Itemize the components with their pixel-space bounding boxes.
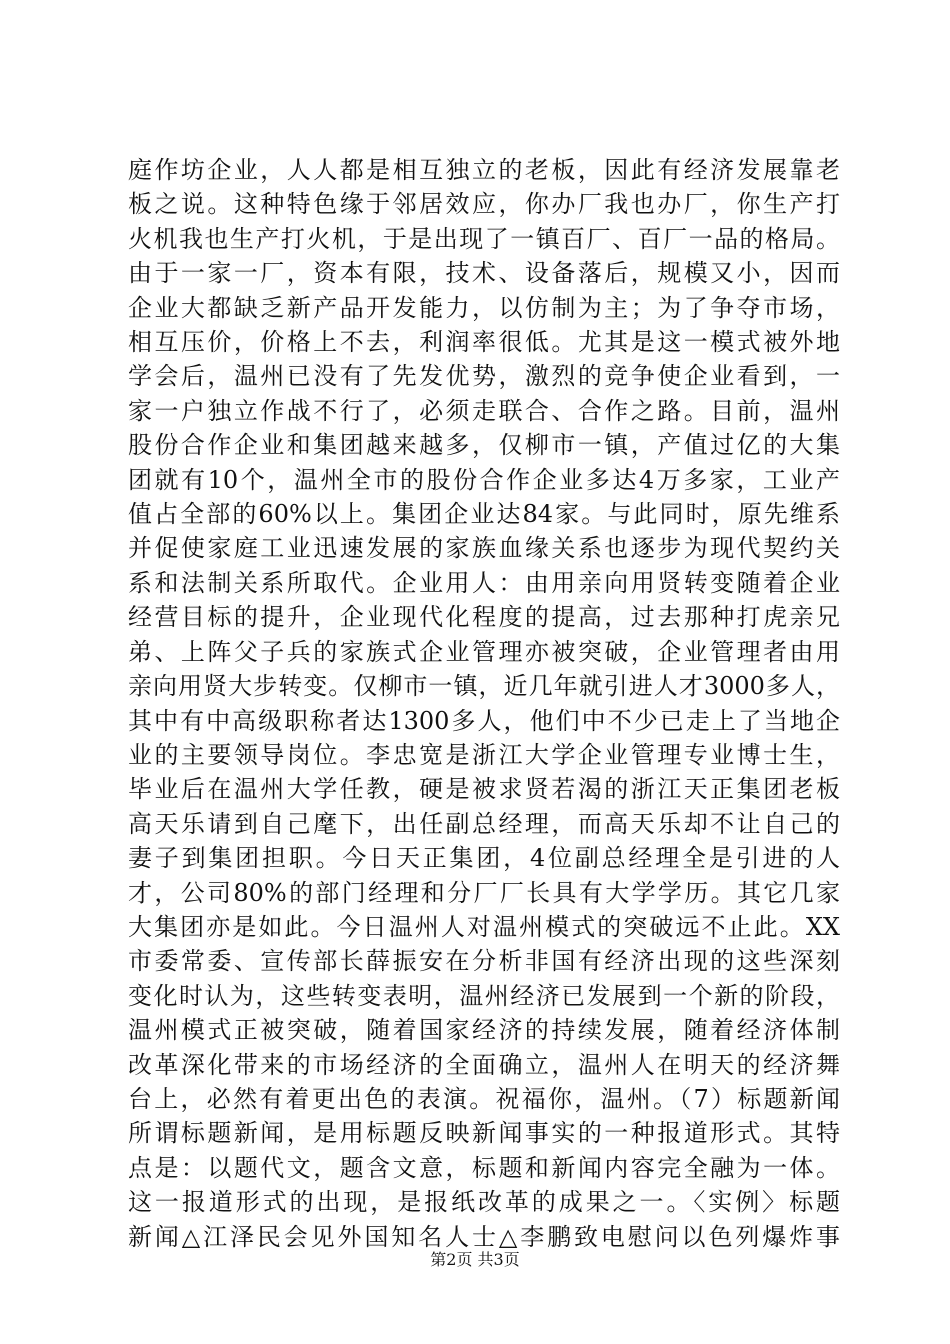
text-line: 高天乐请到自己麾下，出任副总经理，而高天乐却不让自己的 <box>128 809 840 838</box>
text-line: 大集团亦是如此。今日温州人对温州模式的突破远不止此。XX <box>128 912 840 941</box>
text-line: 由于一家一厂，资本有限，技术、设备落后，规模又小，因而 <box>128 259 840 288</box>
page-footer: 第2页 共3页 <box>430 1250 520 1269</box>
text-line: 股份合作企业和集团越来越多，仅柳市一镇，产值过亿的大集 <box>128 431 840 460</box>
text-line: 新闻△江泽民会见外国知名人士△李鹏致电慰问以色列爆炸事 <box>128 1222 840 1251</box>
text-line: 经营目标的提升，企业现代化程度的提高，过去那种打虎亲兄 <box>128 603 840 632</box>
text-line: 团就有10个，温州全市的股份合作企业多达4万多家，工业产 <box>128 465 840 494</box>
text-line: 其中有中高级职称者达1300多人，他们中不少已走上了当地企 <box>128 706 840 735</box>
text-line: 庭作坊企业，人人都是相互独立的老板，因此有经济发展靠老 <box>128 156 840 184</box>
text-line: 系和法制关系所取代。企业用人：由用亲向用贤转变随着企业 <box>128 568 840 597</box>
text-line: 相互压价，价格上不去，利润率很低。尤其是这一模式被外地 <box>128 328 840 357</box>
text-line: 值占全部的60%以上。集团企业达84家。与此同时，原先维系 <box>128 500 840 529</box>
text-line: 变化时认为，这些转变表明，温州经济已发展到一个新的阶段， <box>128 981 840 1010</box>
text-line: 妻子到集团担职。今日天正集团，4位副总经理全是引进的人 <box>128 844 840 873</box>
text-line: 市委常委、宣传部长薛振安在分析非国有经济出现的这些深刻 <box>128 947 840 976</box>
text-line: 温州模式正被突破，随着国家经济的持续发展，随着经济体制 <box>128 1016 840 1045</box>
text-line: 台上，必然有着更出色的表演。祝福你，温州。（7）标题新闻 <box>128 1084 840 1113</box>
text-line: 毕业后在温州大学任教，硬是被求贤若渴的浙江天正集团老板 <box>128 775 840 804</box>
text-line: 才，公司80%的部门经理和分厂厂长具有大学学历。其它几家 <box>128 878 840 907</box>
text-line: 火机我也生产打火机，于是出现了一镇百厂、百厂一品的格局。 <box>128 224 840 253</box>
text-line: 改革深化带来的市场经济的全面确立，温州人在明天的经济舞 <box>128 1050 840 1079</box>
text-line: 亲向用贤大步转变。仅柳市一镇，近几年就引进人才3000多人， <box>128 672 840 701</box>
text-line: 学会后，温州已没有了先发优势，激烈的竞争使企业看到，一 <box>128 362 840 391</box>
text-line: 板之说。这种特色缘于邻居效应，你办厂我也办厂，你生产打 <box>128 190 840 219</box>
text-line: 企业大都缺乏新产品开发能力，以仿制为主；为了争夺市场， <box>128 293 840 322</box>
text-line: 弟、上阵父子兵的家族式企业管理亦被突破，企业管理者由用 <box>128 637 840 666</box>
text-line: 所谓标题新闻，是用标题反映新闻事实的一种报道形式。其特 <box>128 1119 840 1148</box>
text-line: 并促使家庭工业迅速发展的家族血缘关系也逐步为现代契约关 <box>128 534 840 563</box>
text-line: 点是：以题代文，题含文意，标题和新闻内容完全融为一体。 <box>128 1153 840 1182</box>
text-line: 这一报道形式的出现，是报纸改革的成果之一。〈实例〉标题 <box>128 1188 840 1217</box>
text-line: 家一户独立作战不行了，必须走联合、合作之路。目前，温州 <box>128 396 840 425</box>
text-line: 业的主要领导岗位。李忠宽是浙江大学企业管理专业博士生， <box>128 740 840 769</box>
body-text <box>128 153 840 1254</box>
